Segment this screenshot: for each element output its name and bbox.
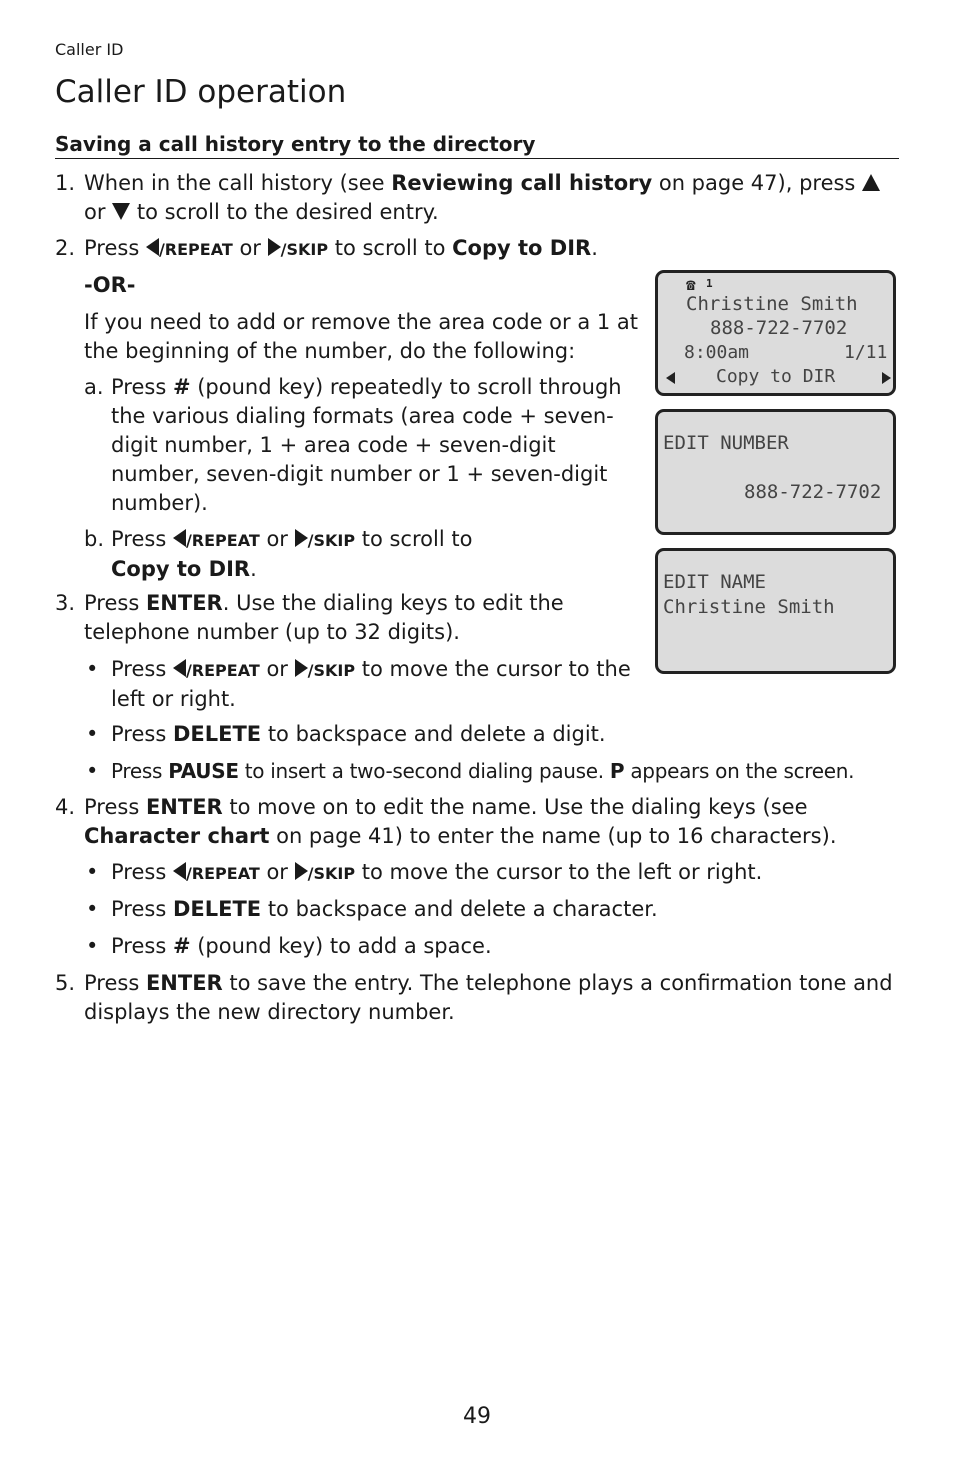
right-arrow-icon	[295, 862, 308, 880]
bullet-text: Press /REPEAT or /SKIP to move the cursor to the left or right.	[111, 657, 631, 711]
step-3	[55, 589, 640, 647]
step-text: Press /REPEAT or /SKIP to scroll to Copy to DIR.	[84, 236, 598, 260]
bullet: •	[86, 722, 99, 746]
bullet-text: Press PAUSE to insert a two-second dialing pause. P appears on the screen.	[111, 759, 855, 783]
substep-b	[84, 525, 640, 584]
handset-number: 1	[706, 277, 713, 290]
bullet-text: Press DELETE to backspace and delete a digit.	[111, 722, 606, 746]
right-arrow-icon	[295, 529, 308, 547]
phone-icon: ☎	[686, 275, 696, 294]
page-number: 49	[463, 1404, 491, 1429]
bullet: •	[86, 759, 99, 783]
left-arrow-icon	[173, 862, 186, 880]
lcd-label: EDIT NUMBER	[663, 432, 789, 454]
substep-text: Press /REPEAT or /SKIP to scroll to Copy to DIR.	[111, 527, 473, 581]
or-label: -OR-	[84, 273, 136, 297]
step-number: 4.	[55, 795, 76, 819]
lcd-time: 8:00am	[684, 342, 750, 363]
step-5	[55, 969, 900, 1027]
if-text: If you need to add or remove the area code or a 1 at the beginning of the number, do the following:	[84, 310, 639, 363]
bullet-item	[84, 932, 899, 961]
step-4	[55, 793, 900, 851]
step-number: 1.	[55, 171, 76, 195]
step-text: When in the call history (see Reviewing call history on page 47), press or to scroll to the desired entry.	[84, 169, 900, 227]
lcd-screen-edit-name	[655, 548, 896, 674]
step-text: Press ENTER to move on to edit the name. Use the dialing keys (see Character chart on page 41) to enter the name (up to 16 characters).	[84, 795, 837, 848]
step-number: 2.	[55, 236, 76, 260]
bullet-text: Press /REPEAT or /SKIP to move the cursor to the left or right.	[111, 860, 763, 884]
bullet: •	[86, 934, 99, 958]
left-arrow-icon	[666, 372, 675, 384]
lcd-name: Christine Smith	[663, 596, 835, 618]
step-text: Press ENTER to save the entry. The telephone plays a confirmation tone and displays the new directory number.	[84, 971, 893, 1024]
bullet-item	[84, 720, 684, 749]
bullet-item	[84, 757, 914, 786]
bullet-item	[84, 895, 899, 924]
step-1	[55, 169, 900, 227]
running-head: Caller ID	[55, 40, 124, 59]
lcd-label: EDIT NAME	[663, 571, 766, 593]
lcd-number: 888-722-7702	[744, 481, 882, 503]
lcd-screen-edit-number	[655, 409, 896, 535]
right-arrow-icon	[268, 238, 281, 256]
bullet-text: Press DELETE to backspace and delete a character.	[111, 897, 658, 921]
section-heading: Saving a call history entry to the directory	[55, 132, 899, 159]
step-text: Press ENTER. Use the dialing keys to edit the telephone number (up to 32 digits).	[84, 591, 564, 644]
down-arrow-icon	[112, 203, 130, 220]
left-arrow-icon	[146, 238, 159, 256]
page-title: Caller ID operation	[55, 74, 347, 110]
up-arrow-icon	[862, 174, 880, 191]
lcd-number: 888-722-7702	[710, 317, 848, 339]
lcd-action: Copy to DIR	[716, 366, 836, 387]
bullet: •	[86, 657, 99, 681]
bullet: •	[86, 860, 99, 884]
bullet-item	[84, 655, 640, 714]
bullet-item	[84, 858, 899, 888]
left-arrow-icon	[173, 529, 186, 547]
step-2	[55, 234, 900, 264]
step-number: 3.	[55, 591, 76, 615]
bullet-text: Press # (pound key) to add a space.	[111, 934, 492, 958]
substep-letter: a.	[84, 375, 104, 399]
substep-text: Press # (pound key) repeatedly to scroll through the various dialing formats (area code + seven-digit number, 1 + area code + seven-digit number, seven-digit number or 1 + seven-digit number).	[111, 375, 622, 515]
lcd-name: Christine Smith	[686, 293, 858, 315]
step-number: 5.	[55, 971, 76, 995]
lcd-count: 1/11	[844, 342, 888, 363]
lcd-screen-call-history	[655, 270, 896, 396]
left-arrow-icon	[173, 659, 186, 677]
substep-a	[84, 373, 640, 518]
substep-letter: b.	[84, 527, 105, 551]
right-arrow-icon	[295, 659, 308, 677]
bullet: •	[86, 897, 99, 921]
right-arrow-icon	[882, 372, 891, 384]
